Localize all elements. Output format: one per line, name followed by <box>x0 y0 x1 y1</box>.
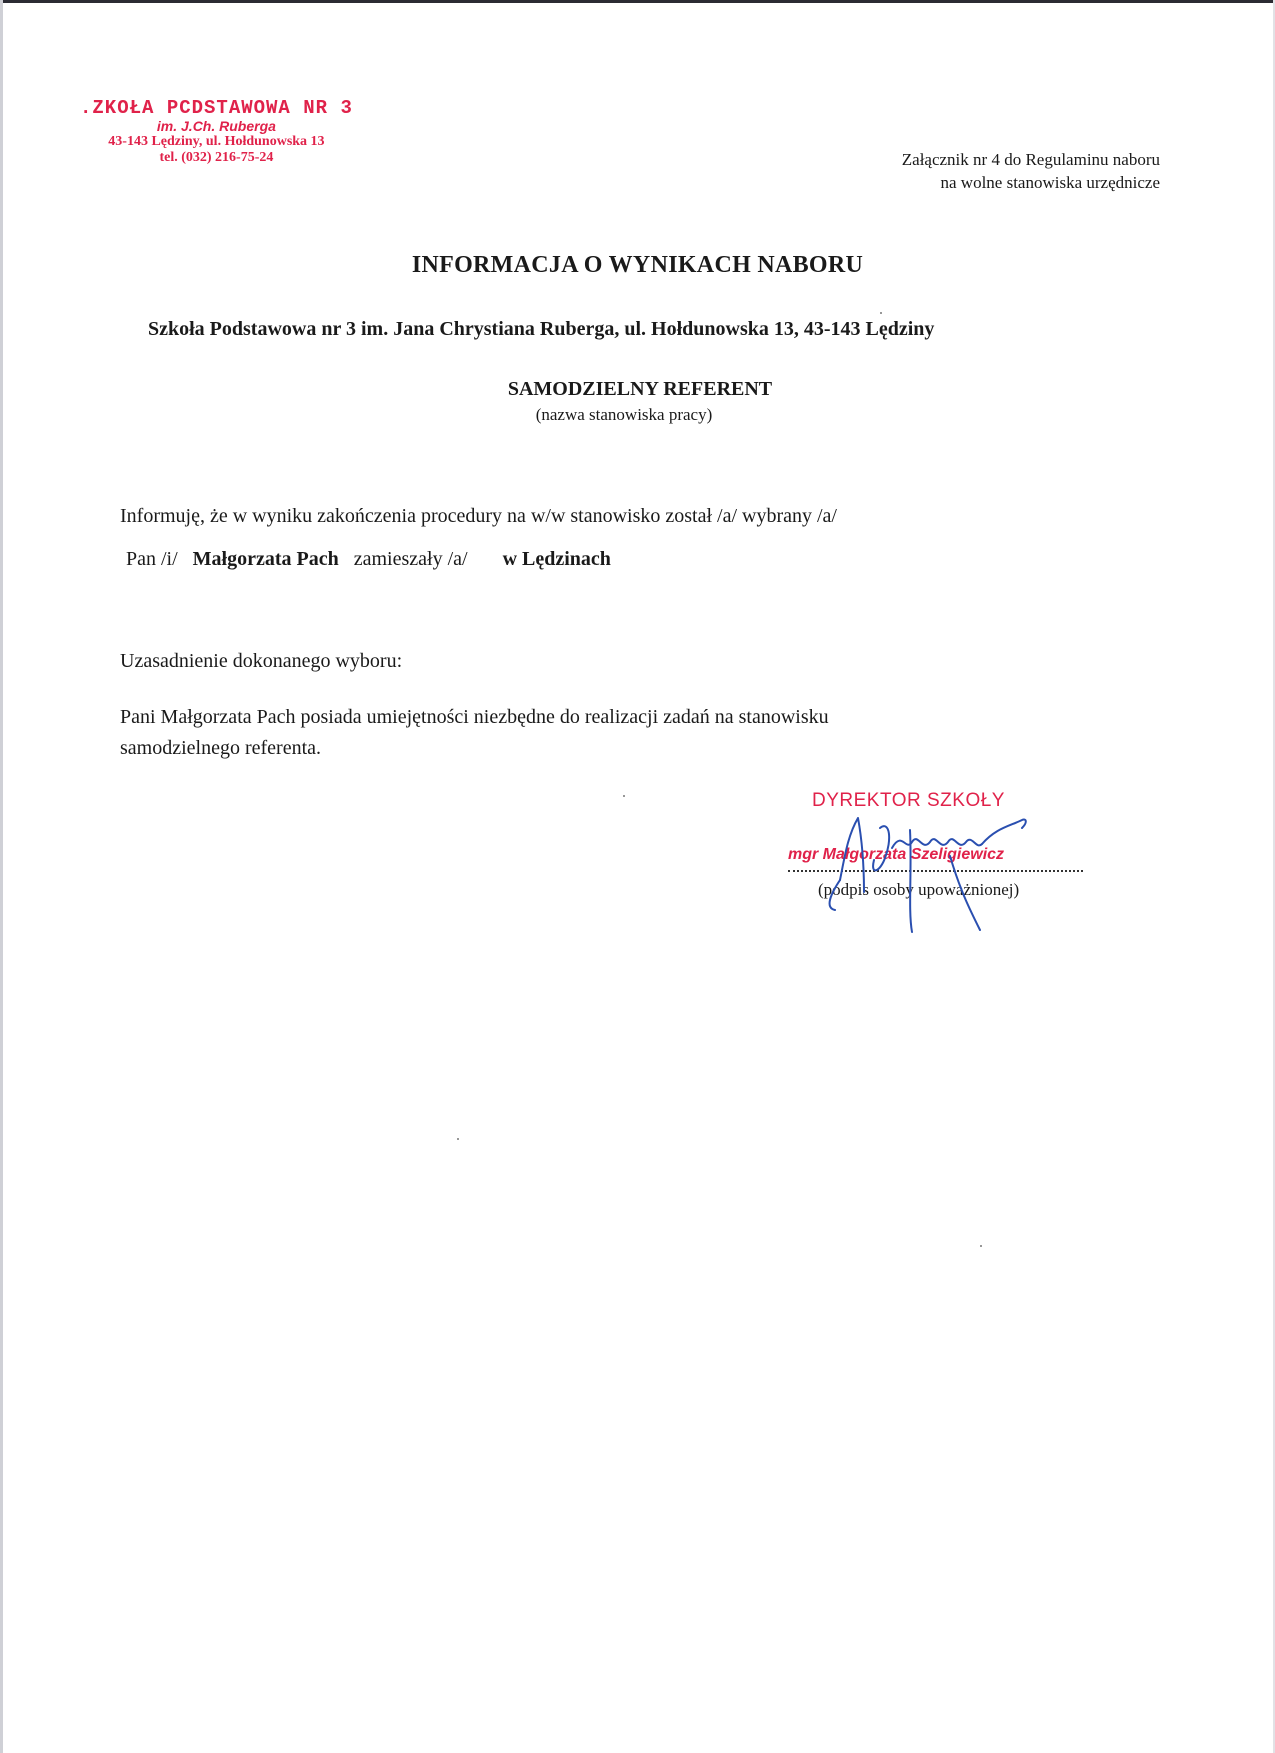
position-name: SAMODZIELNY REFERENT <box>507 378 773 400</box>
annex-line-1: Załącznik nr 4 do Regulaminu naboru <box>901 150 1160 169</box>
scan-speck <box>980 1245 982 1247</box>
stamp-line-patron: im. J.Ch. Ruberga <box>156 117 276 134</box>
stamp-line-school: .ZKOŁA PCDSTAWOWA NR 3 <box>80 97 353 119</box>
document-title: INFORMACJA O WYNIKACH NABORU <box>411 252 864 278</box>
pan-label: Pan /i/ <box>126 548 178 570</box>
residence-label: zamieszały /a/ <box>353 548 468 570</box>
stamp-line-phone: tel. (032) 216-75-24 <box>159 149 274 165</box>
director-stamp-title: DYREKTOR SZKOŁY <box>812 790 1005 811</box>
handwritten-signature <box>800 800 1100 950</box>
scan-speck <box>880 312 882 314</box>
result-intro: Informuję, że w wyniku zakończenia procedury na w/w stanowisko został /a/ wybrany /a/ <box>120 505 837 527</box>
annex-line-2: na wolne stanowiska urzędnicze <box>940 173 1160 192</box>
position-caption: (nazwa stanowiska pracy) <box>535 405 713 424</box>
result-person-line <box>126 548 611 571</box>
scan-speck <box>623 795 625 797</box>
institution-line: Szkoła Podstawowa nr 3 im. Jana Chrystiana Ruberga, ul. Hołdunowska 13, 43-143 Lędziny <box>148 318 935 340</box>
person-name: Małgorzata Pach <box>192 548 339 570</box>
justification-line-1: Pani Małgorzata Pach posiada umiejętności niezbędne do realizacji zadań na stanowisku <box>120 706 829 728</box>
scan-top-edge <box>0 0 1275 3</box>
justification-label: Uzasadnienie dokonanego wyboru: <box>120 650 403 672</box>
director-stamp-name: mgr Małgorzata Szeligiewicz <box>788 846 1005 863</box>
justification-text <box>120 702 829 764</box>
justification-line-2: samodzielnego referenta. <box>120 737 322 759</box>
residence-value: w Lędzinach <box>502 548 611 570</box>
scan-speck <box>457 1138 459 1140</box>
signature-caption: (podpis osoby upoważnionej) <box>818 880 1020 899</box>
school-stamp <box>80 98 353 165</box>
stamp-line-address: 43-143 Lędziny, ul. Hołdunowska 13 <box>108 134 325 150</box>
annex-note <box>902 148 1160 194</box>
